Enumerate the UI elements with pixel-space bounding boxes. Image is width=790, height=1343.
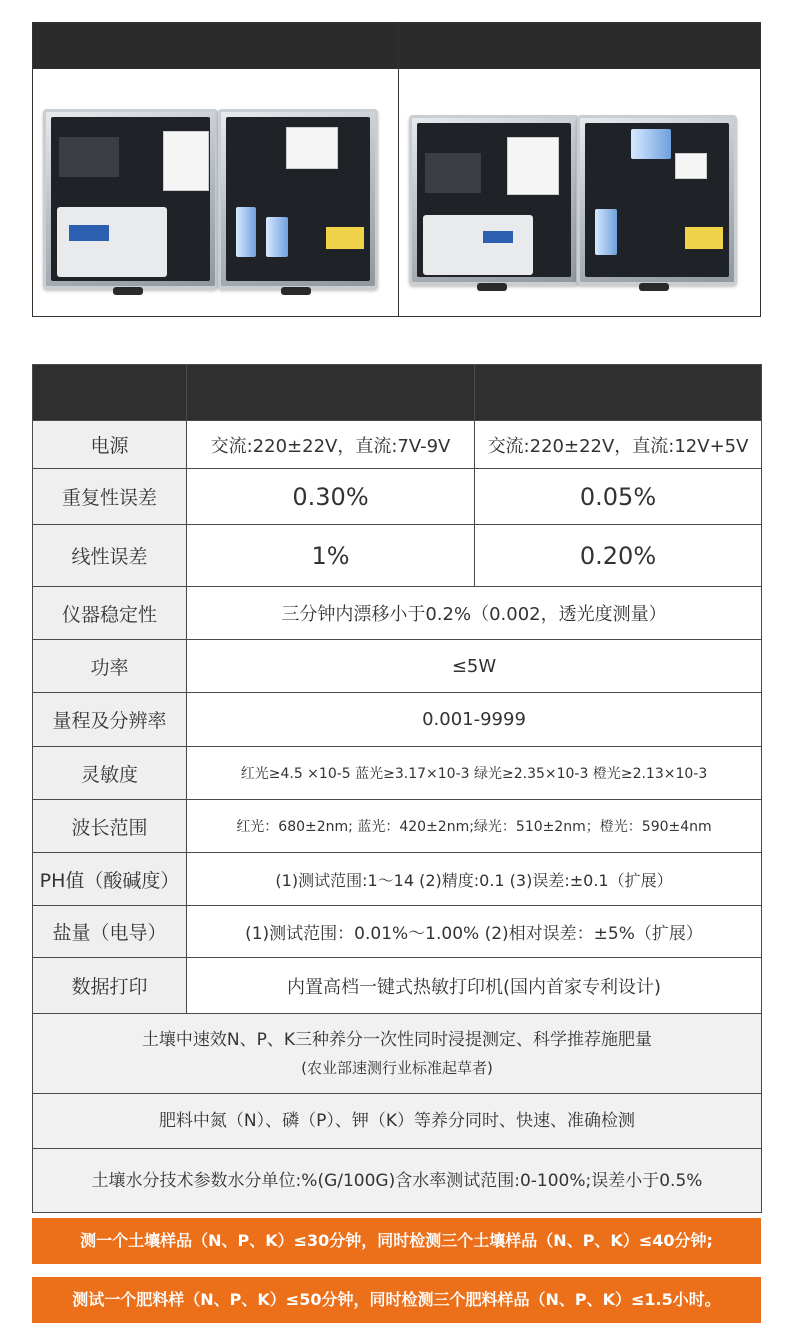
- product-header-bar: [33, 23, 760, 69]
- spec-row-range-resolution: [33, 693, 762, 747]
- spec-note-moisture: [33, 1149, 762, 1213]
- row-label: 电源: [33, 421, 187, 469]
- row-label: 数据打印: [33, 958, 187, 1014]
- spec-table: [32, 364, 762, 1213]
- spec-row-sensitivity: [33, 747, 762, 800]
- spec-note-fertilizer: [33, 1094, 762, 1149]
- note-line: 土壤中速效N、P、K三种养分一次性同时浸提测定、科学推荐施肥量: [141, 1029, 653, 1050]
- shared-value: 红光≥4.5 ×10-5 蓝光≥3.17×10-3 绿光≥2.35×10-3 橙光≥2.13×10-3: [187, 747, 762, 800]
- note-line: (农业部速测行业标准起草者): [301, 1058, 493, 1077]
- product-comparison-panel: [32, 22, 761, 317]
- spec-row-repeatability: [33, 469, 762, 525]
- shared-value: 红光：680±2nm; 蓝光：420±2nm;绿光：510±2nm；橙光：590±4nm: [187, 800, 762, 853]
- banner-soil-timing: 测一个土壤样品（N、P、K）≤30分钟，同时检测三个土壤样品（N、P、K）≤40分钟;: [32, 1218, 761, 1264]
- case-lid-left: [43, 109, 218, 289]
- spec-row-printing: [33, 958, 762, 1014]
- shared-value: ≤5W: [187, 640, 762, 693]
- value-model-b: 交流:220±22V，直流:12V+5V: [475, 421, 762, 469]
- spec-row-stability: [33, 587, 762, 640]
- note-cell: [33, 1014, 762, 1094]
- product-image-model-b: [399, 69, 763, 316]
- banner-fertilizer-timing: 测试一个肥料样（N、P、K）≤50分钟，同时检测三个肥料样品（N、P、K）≤1.5小时。: [32, 1277, 761, 1323]
- value-model-b: 0.05%: [475, 469, 762, 525]
- shared-value: (1)测试范围:1～14 (2)精度:0.1 (3)误差:±0.1（扩展）: [187, 853, 762, 906]
- header-model-a: [187, 365, 475, 421]
- case-body-left: [218, 109, 378, 289]
- row-label: 功率: [33, 640, 187, 693]
- spec-row-power-supply: [33, 421, 762, 469]
- spec-row-salinity: [33, 906, 762, 958]
- row-label: PH值（酸碱度）: [33, 853, 187, 906]
- note-cell: 土壤水分技术参数水分单位:%(G/100G)含水率测试范围:0-100%;误差小于0.5%: [33, 1149, 762, 1213]
- case-body-right: [577, 115, 737, 285]
- row-label: 量程及分辨率: [33, 693, 187, 747]
- value-model-b: 0.20%: [475, 525, 762, 587]
- shared-value: 0.001-9999: [187, 693, 762, 747]
- row-label: 线性误差: [33, 525, 187, 587]
- row-label: 仪器稳定性: [33, 587, 187, 640]
- row-label: 灵敏度: [33, 747, 187, 800]
- row-label: 波长范围: [33, 800, 187, 853]
- header-blank-cell: [33, 365, 187, 421]
- header-model-b: [475, 365, 762, 421]
- spec-note-npk: [33, 1014, 762, 1094]
- value-model-a: 0.30%: [187, 469, 475, 525]
- spec-row-ph: [33, 853, 762, 906]
- shared-value: 三分钟内漂移小于0.2%（0.002，透光度测量）: [187, 587, 762, 640]
- row-label: 盐量（电导）: [33, 906, 187, 958]
- row-label: 重复性误差: [33, 469, 187, 525]
- note-cell: 肥料中氮（N）、磷（P）、钾（K）等养分同时、快速、准确检测: [33, 1094, 762, 1149]
- spec-header-row: [33, 365, 762, 421]
- shared-value: (1)测试范围：0.01%～1.00% (2)相对误差：±5%（扩展）: [187, 906, 762, 958]
- value-model-a: 交流:220±22V，直流:7V-9V: [187, 421, 475, 469]
- spec-row-linearity: [33, 525, 762, 587]
- value-model-a: 1%: [187, 525, 475, 587]
- case-lid-right: [409, 115, 579, 285]
- product-image-model-a: [33, 69, 397, 316]
- shared-value: 内置高档一键式热敏打印机(国内首家专利设计): [187, 958, 762, 1014]
- spec-row-power: [33, 640, 762, 693]
- spec-row-wavelength: [33, 800, 762, 853]
